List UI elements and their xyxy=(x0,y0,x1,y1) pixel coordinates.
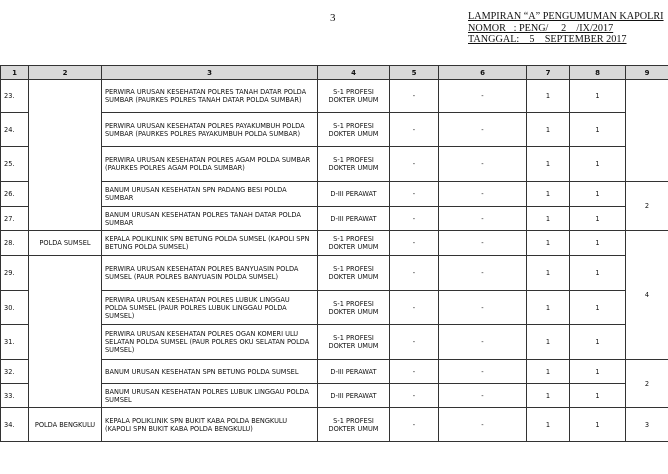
col5-cell: - xyxy=(390,384,439,408)
col6-cell: - xyxy=(439,384,527,408)
col5-cell: - xyxy=(390,231,439,256)
col7-cell: 1 xyxy=(527,291,570,325)
col6-cell: - xyxy=(439,80,527,113)
col5-cell: - xyxy=(390,113,439,147)
header-cell: 2 xyxy=(29,66,102,80)
pendidikan-cell: S-1 PROFESI DOKTER UMUM xyxy=(318,231,390,256)
pendidikan-cell: S-1 PROFESI DOKTER UMUM xyxy=(318,408,390,442)
col7-cell: 1 xyxy=(527,80,570,113)
header-cell: 6 xyxy=(439,66,527,80)
jabatan-cell: PERWIRA URUSAN KESEHATAN POLRES PAYAKUMBUH POLDA SUMBAR (PAURKES POLRES PAYAKUMBUH POLDA SUMBAR) xyxy=(102,113,318,147)
vacancy-table xyxy=(0,65,668,442)
lampiran-nomor: NOMOR : PENG/ 2 /IX/2017 xyxy=(468,22,614,34)
page-number: 3 xyxy=(330,12,336,24)
col9-cell: 2 xyxy=(626,182,668,231)
jabatan-cell: KEPALA POLIKLINIK SPN BETUNG POLDA SUMSEL (KAPOLI SPN BETUNG POLDA SUMSEL) xyxy=(102,231,318,256)
row-number: 31. xyxy=(1,325,29,360)
col8-cell: 1 xyxy=(570,384,626,408)
col9-cell xyxy=(626,80,668,182)
col8-cell: 1 xyxy=(570,147,626,182)
row-number: 24. xyxy=(1,113,29,147)
header-cell: 5 xyxy=(390,66,439,80)
col7-cell: 1 xyxy=(527,113,570,147)
pendidikan-cell: D-III PERAWAT xyxy=(318,207,390,231)
pendidikan-cell: S-1 PROFESI DOKTER UMUM xyxy=(318,291,390,325)
jabatan-cell: PERWIRA URUSAN KESEHATAN POLRES LUBUK LINGGAU POLDA SUMSEL (PAUR POLRES LUBUK LINGGAU POLDA SUMSEL) xyxy=(102,291,318,325)
col6-cell: - xyxy=(439,147,527,182)
lampiran-header xyxy=(468,11,664,46)
pendidikan-cell: S-1 PROFESI DOKTER UMUM xyxy=(318,256,390,291)
col6-cell: - xyxy=(439,408,527,442)
header-cell: 8 xyxy=(570,66,626,80)
col9-cell: 2 xyxy=(626,360,668,408)
jabatan-cell: PERWIRA URUSAN KESEHATAN POLRES AGAM POLDA SUMBAR (PAURKES POLRES AGAM POLDA SUMBAR) xyxy=(102,147,318,182)
col5-cell: - xyxy=(390,408,439,442)
row-number: 27. xyxy=(1,207,29,231)
jabatan-cell: BANUM URUSAN KESEHATAN SPN BETUNG POLDA SUMSEL xyxy=(102,360,318,384)
pendidikan-cell: S-1 PROFESI DOKTER UMUM xyxy=(318,147,390,182)
col5-cell: - xyxy=(390,80,439,113)
col6-cell: - xyxy=(439,291,527,325)
col7-cell: 1 xyxy=(527,384,570,408)
col9-cell: 4 xyxy=(626,231,668,360)
row-number: 23. xyxy=(1,80,29,113)
table-row xyxy=(1,147,668,182)
col8-cell: 1 xyxy=(570,113,626,147)
table-row xyxy=(1,80,668,113)
jabatan-cell: PERWIRA URUSAN KESEHATAN POLRES BANYUASIN POLDA SUMSEL (PAUR POLRES BANYUASIN POLDA SUMSEL) xyxy=(102,256,318,291)
col8-cell: 1 xyxy=(570,408,626,442)
jabatan-cell: KEPALA POLIKLINIK SPN BUKIT KABA POLDA BENGKULU (KAPOLI SPN BUKIT KABA POLDA BENGKULU) xyxy=(102,408,318,442)
col7-cell: 1 xyxy=(527,325,570,360)
satwil-cell: POLDA BENGKULU xyxy=(29,408,102,442)
jabatan-cell: BANUM URUSAN KESEHATAN POLRES LUBUK LINGGAU POLDA SUMSEL xyxy=(102,384,318,408)
row-number: 26. xyxy=(1,182,29,207)
col5-cell: - xyxy=(390,147,439,182)
table-row xyxy=(1,182,668,207)
col5-cell: - xyxy=(390,182,439,207)
col5-cell: - xyxy=(390,256,439,291)
satwil-cell xyxy=(29,80,102,231)
lampiran-title: LAMPIRAN “A” PENGUMUMAN KAPOLRI xyxy=(468,11,664,22)
col7-cell: 1 xyxy=(527,256,570,291)
table-row xyxy=(1,113,668,147)
col7-cell: 1 xyxy=(527,182,570,207)
header-row xyxy=(1,66,668,80)
col6-cell: - xyxy=(439,256,527,291)
col8-cell: 1 xyxy=(570,182,626,207)
table-row xyxy=(1,408,668,442)
table-row xyxy=(1,325,668,360)
col8-cell: 1 xyxy=(570,325,626,360)
col6-cell: - xyxy=(439,113,527,147)
pendidikan-cell: D-III PERAWAT xyxy=(318,360,390,384)
header-cell: 9 xyxy=(626,66,668,80)
header-cell: 3 xyxy=(102,66,318,80)
col6-cell: - xyxy=(439,360,527,384)
row-number: 33. xyxy=(1,384,29,408)
pendidikan-cell: S-1 PROFESI DOKTER UMUM xyxy=(318,325,390,360)
col6-cell: - xyxy=(439,182,527,207)
col8-cell: 1 xyxy=(570,80,626,113)
table-row xyxy=(1,384,668,408)
satwil-cell: POLDA SUMSEL xyxy=(29,231,102,256)
lampiran-tanggal: TANGGAL: 5 SEPTEMBER 2017 xyxy=(468,34,627,45)
col5-cell: - xyxy=(390,207,439,231)
table-row xyxy=(1,231,668,256)
col7-cell: 1 xyxy=(527,360,570,384)
jabatan-cell: PERWIRA URUSAN KESEHATAN POLRES OGAN KOMERI ULU SELATAN POLDA SUMSEL (PAUR POLRES OKU SELATAN POLDA SUMSEL) xyxy=(102,325,318,360)
col5-cell: - xyxy=(390,360,439,384)
col7-cell: 1 xyxy=(527,207,570,231)
col5-cell: - xyxy=(390,325,439,360)
jabatan-cell: PERWIRA URUSAN KESEHATAN POLRES TANAH DATAR POLDA SUMBAR (PAURKES POLRES TANAH DATAR POLDA SUMBAR) xyxy=(102,80,318,113)
header-cell: 7 xyxy=(527,66,570,80)
jabatan-cell: BANUM URUSAN KESEHATAN SPN PADANG BESI POLDA SUMBAR xyxy=(102,182,318,207)
col7-cell: 1 xyxy=(527,147,570,182)
row-number: 28. xyxy=(1,231,29,256)
col7-cell: 1 xyxy=(527,408,570,442)
row-number: 25. xyxy=(1,147,29,182)
col6-cell: - xyxy=(439,325,527,360)
table-row xyxy=(1,291,668,325)
header-cell: 4 xyxy=(318,66,390,80)
row-number: 32. xyxy=(1,360,29,384)
pendidikan-cell: S-1 PROFESI DOKTER UMUM xyxy=(318,113,390,147)
col5-cell: - xyxy=(390,291,439,325)
col8-cell: 1 xyxy=(570,291,626,325)
satwil-cell xyxy=(29,256,102,408)
table-row xyxy=(1,360,668,384)
col9-cell: 3 xyxy=(626,408,668,442)
col8-cell: 1 xyxy=(570,207,626,231)
col8-cell: 1 xyxy=(570,231,626,256)
pendidikan-cell: D-III PERAWAT xyxy=(318,182,390,207)
table-row xyxy=(1,256,668,291)
col6-cell: - xyxy=(439,231,527,256)
col8-cell: 1 xyxy=(570,360,626,384)
col7-cell: 1 xyxy=(527,231,570,256)
table-row xyxy=(1,207,668,231)
pendidikan-cell: D-III PERAWAT xyxy=(318,384,390,408)
header-cell: 1 xyxy=(1,66,29,80)
jabatan-cell: BANUM URUSAN KESEHATAN POLRES TANAH DATAR POLDA SUMBAR xyxy=(102,207,318,231)
row-number: 34. xyxy=(1,408,29,442)
col8-cell: 1 xyxy=(570,256,626,291)
row-number: 29. xyxy=(1,256,29,291)
pendidikan-cell: S-1 PROFESI DOKTER UMUM xyxy=(318,80,390,113)
row-number: 30. xyxy=(1,291,29,325)
col6-cell: - xyxy=(439,207,527,231)
